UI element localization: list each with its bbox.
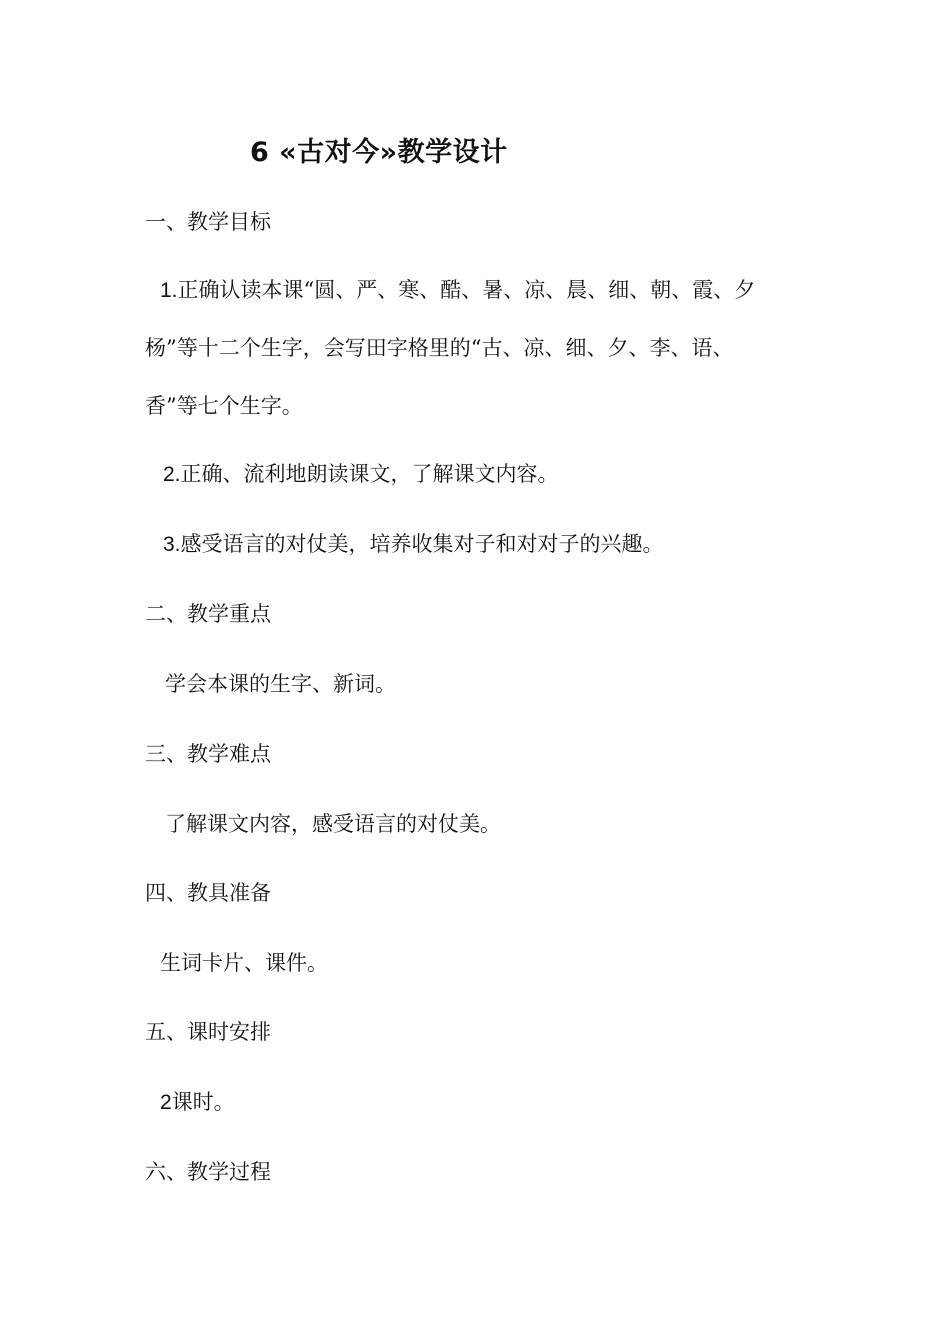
objective-item-2 <box>163 459 559 490</box>
objective-item-1-number: 1. <box>160 279 178 302</box>
section-heading-process: 六、教学过程 <box>145 1160 271 1184</box>
difficulties-text: 了解课文内容，感受语言的对仗美。 <box>165 812 501 836</box>
schedule-text <box>160 1087 235 1118</box>
objective-item-1-line-3: 香”等七个生字。 <box>145 394 303 418</box>
section-heading-schedule: 五、课时安排 <box>145 1020 271 1044</box>
objective-item-3-number: 3. <box>163 533 181 556</box>
schedule-unit: 课时。 <box>171 1090 235 1114</box>
objective-item-1-text-1: 正确认读本课“圆、严、寒、酷、暑、凉、晨、细、朝、霞、夕 <box>177 278 756 302</box>
objective-item-2-text: 正确、流利地朗读课文，了解课文内容。 <box>180 462 559 486</box>
objective-item-3-text: 感受语言的对仗美，培养收集对子和对对子的兴趣。 <box>180 532 664 556</box>
objective-item-1-line-1 <box>160 275 755 306</box>
key-points-text: 学会本课的生字、新词。 <box>165 672 396 696</box>
objective-item-1-line-2: 杨”等十二个生字，会写田字格里的“古、凉、细、夕、李、语、 <box>145 336 734 360</box>
page-title: 6 «古对今»教学设计 <box>250 137 508 168</box>
section-heading-difficulties: 三、教学难点 <box>145 742 271 766</box>
section-heading-materials: 四、教具准备 <box>145 881 271 905</box>
section-heading-objectives: 一、教学目标 <box>145 210 271 234</box>
objective-item-2-number: 2. <box>163 463 181 486</box>
materials-text: 生词卡片、课件。 <box>160 951 328 975</box>
section-heading-key-points: 二、教学重点 <box>145 602 271 626</box>
schedule-number: 2 <box>160 1091 172 1114</box>
objective-item-3 <box>163 529 664 560</box>
